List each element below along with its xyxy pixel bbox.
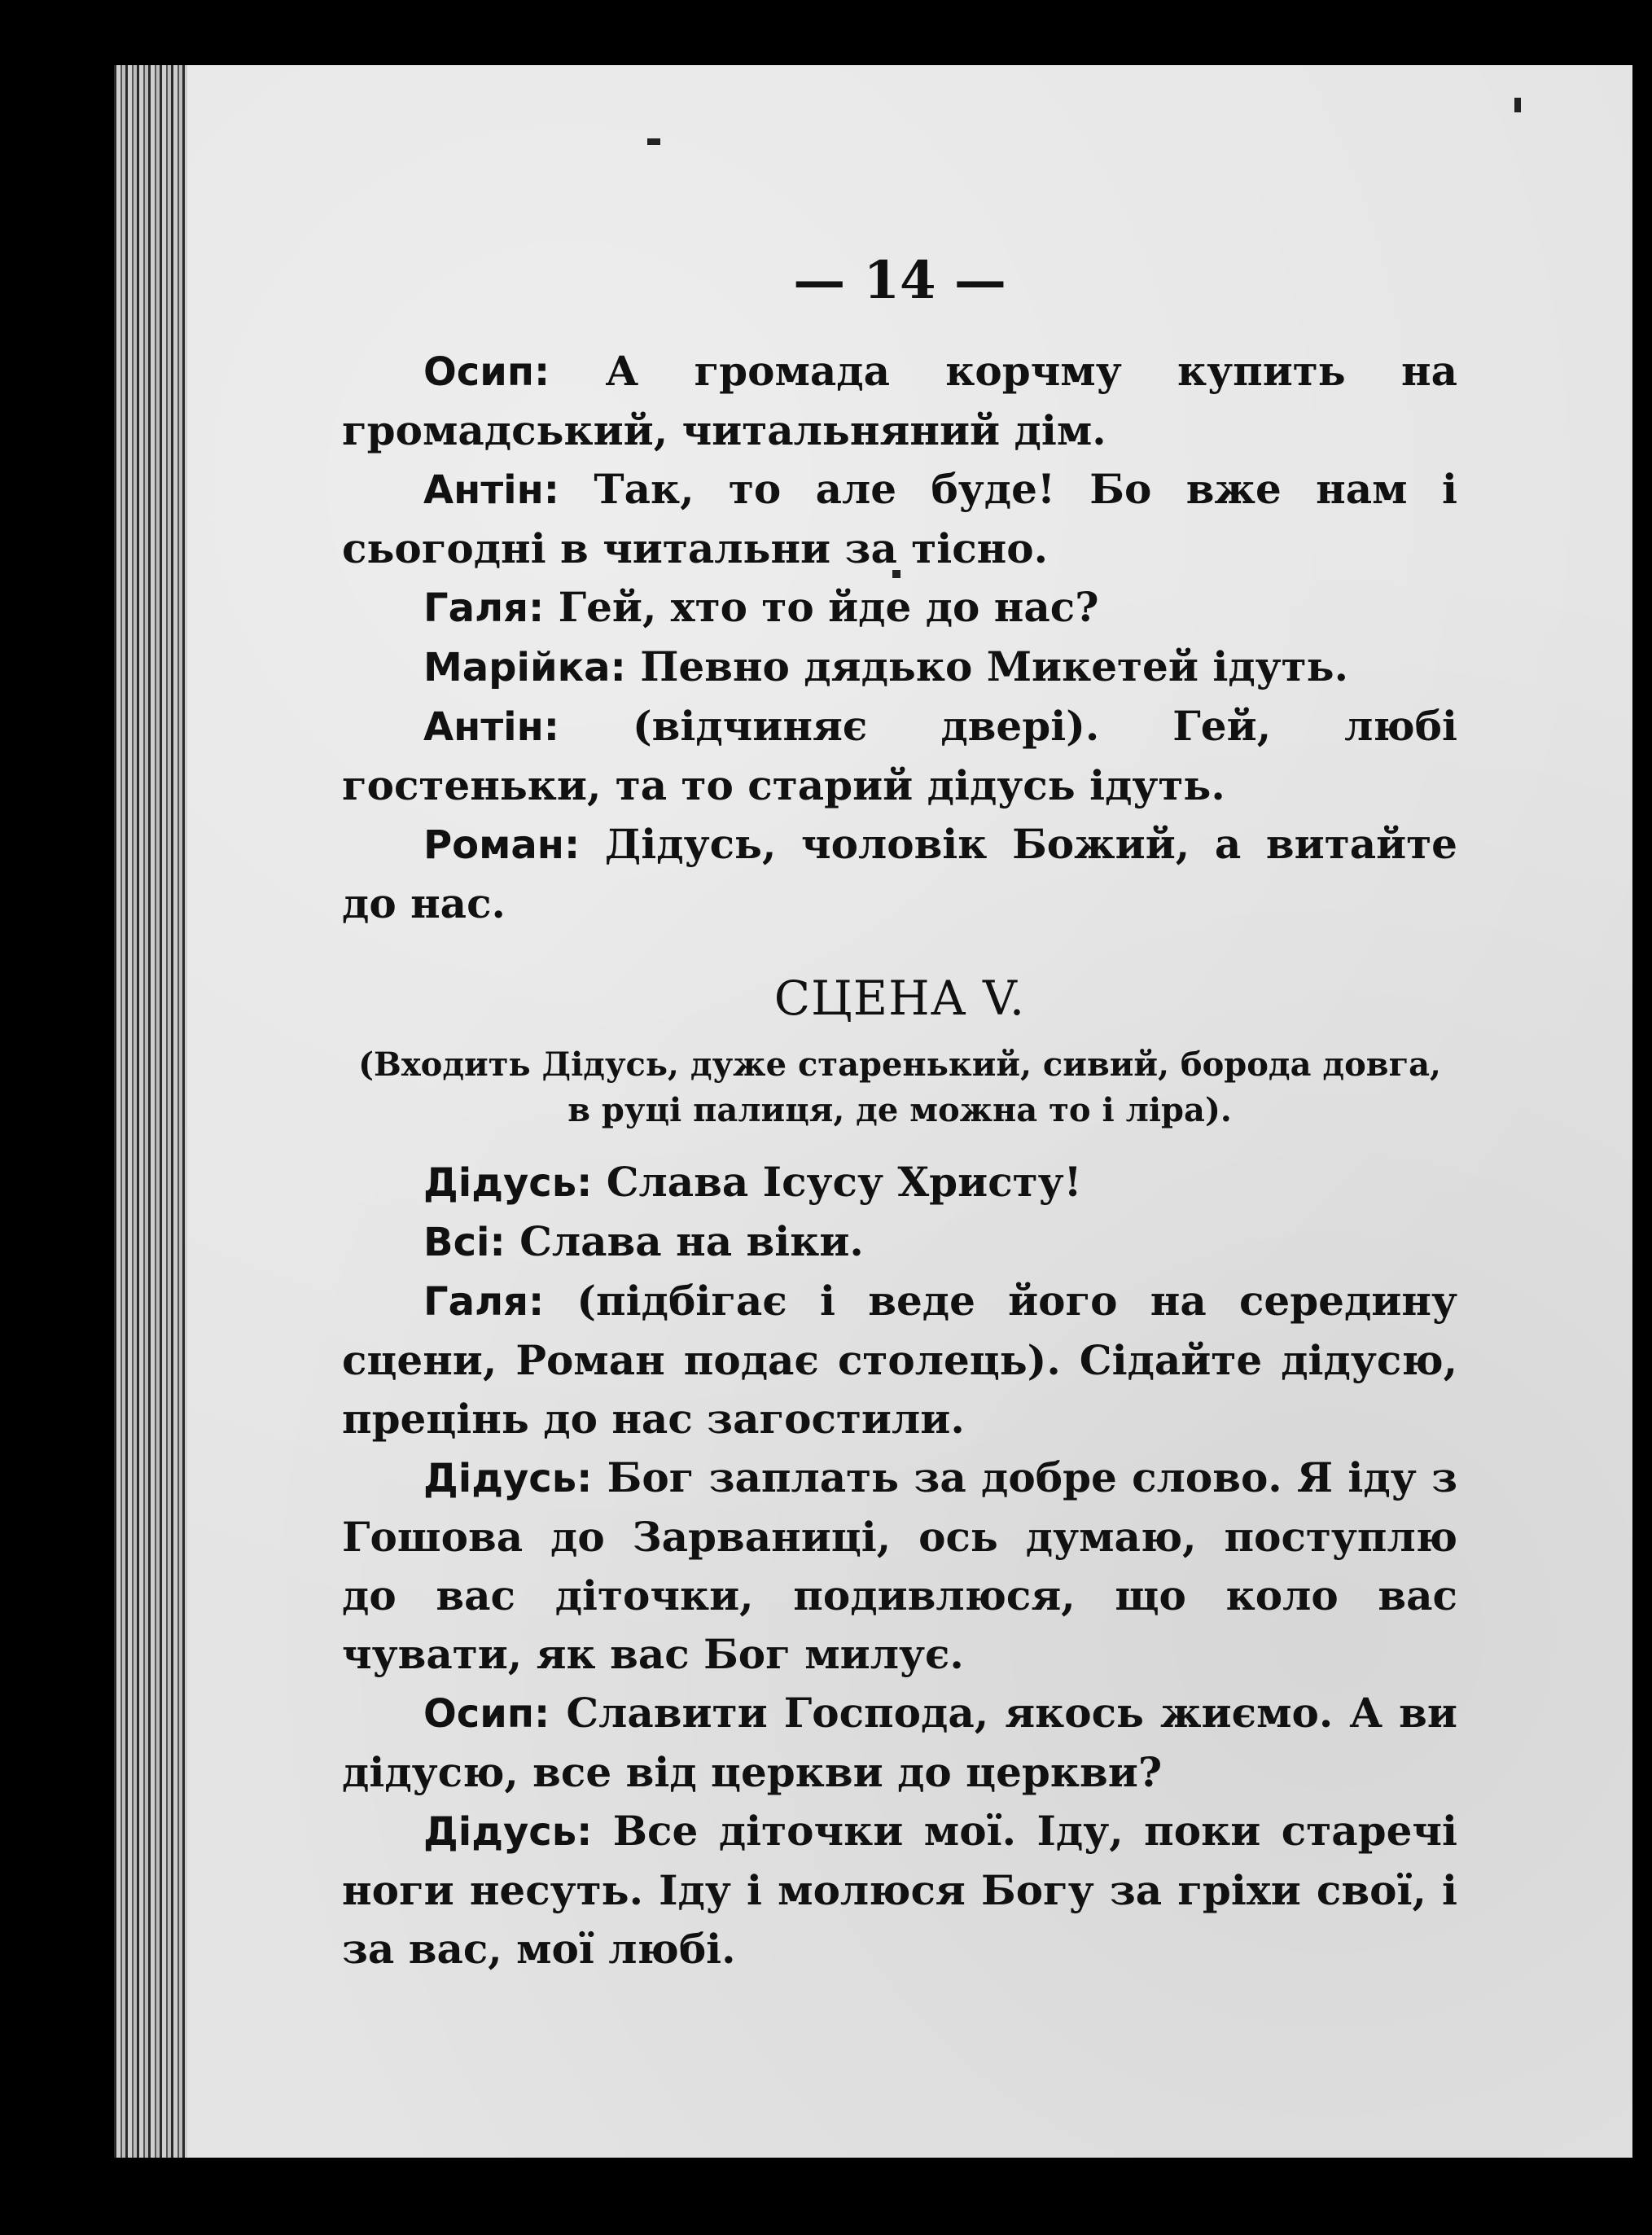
dialogue-line xyxy=(342,1684,1457,1802)
speaker-name: Галя: xyxy=(423,1279,545,1325)
page-number: — 14 — xyxy=(793,250,1006,311)
dialogue-text: Бог заплать за добре слово. Я іду з Гошова до Зарваниці, ось думаю, поступлю до вас діточки, подивлюся, що коло вас чувати, як вас Бог милує. xyxy=(342,1453,1457,1678)
dialogue-text: Славити Господа, якось жиємо. А ви дідусю, все від церкви до церкви? xyxy=(342,1689,1457,1796)
dialogue-text: (підбігає і веде його на середину сцени, Роман подає столець). Сідайте дідусю, прецінь до нас загостили. xyxy=(342,1277,1457,1443)
dialogue-text: А громада корчму купить на громадський, читальняний дім. xyxy=(342,347,1457,454)
dialogue-line xyxy=(342,697,1457,815)
speaker-name: Роман: xyxy=(423,822,581,868)
dialogue-text: Гей, хто то йде до нас? xyxy=(558,583,1099,631)
dialogue-line xyxy=(342,1802,1457,1979)
dialogue-line xyxy=(342,638,1457,697)
speaker-name: Антін: xyxy=(423,704,559,750)
speaker-name: Дідусь: xyxy=(423,1160,593,1206)
ink-speck xyxy=(1514,98,1521,112)
stage-direction: (Входить Дідусь, дуже старенький, сивий, борода довга, в руці палиця, де можна то і ліра). xyxy=(358,1045,1441,1129)
page-binding-edge xyxy=(114,65,187,2158)
dialogue-text: Так, то але буде! Бо вже нам і сьогодні в читальни за тісно. xyxy=(342,465,1457,572)
speaker-name: Марійка: xyxy=(423,645,626,690)
ink-speck xyxy=(647,138,660,145)
dialogue-text: Слава Ісусу Христу! xyxy=(606,1158,1082,1206)
speaker-name: Всі: xyxy=(423,1220,506,1265)
dialogue-line xyxy=(342,1212,1457,1272)
speaker-name: Дідусь: xyxy=(423,1456,593,1501)
speaker-name: Галя: xyxy=(423,585,545,631)
dialogue-line xyxy=(342,1272,1457,1448)
speaker-name: Антін: xyxy=(423,467,559,513)
speaker-name: Осип: xyxy=(423,1691,550,1737)
dialogue-text: Дідусь, чоловік Божий, а витайте до нас. xyxy=(342,820,1457,927)
dialogue-text: Певно дядько Микетей ідуть. xyxy=(640,642,1348,690)
dialogue-text: (відчиняє двері). Гей, любі гостеньки, та то старий дідусь ідуть. xyxy=(342,702,1457,809)
speaker-name: Дідусь: xyxy=(423,1809,593,1855)
dialogue-line xyxy=(342,1448,1457,1684)
dialogue-line xyxy=(342,578,1457,638)
scene-title: СЦЕНА V. xyxy=(773,971,1026,1026)
page-text xyxy=(342,236,1457,1979)
dialogue-line xyxy=(342,342,1457,460)
dialogue-text: Слава на віки. xyxy=(519,1217,864,1265)
dialogue-line xyxy=(342,1153,1457,1212)
dialogue-line xyxy=(342,815,1457,933)
dialogue-text: Все діточки мої. Іду, поки старечі ноги несуть. Іду і молюся Богу за гріхи свої, і за вас, мої любі. xyxy=(342,1807,1457,1973)
dialogue-line xyxy=(342,460,1457,578)
speaker-name: Осип: xyxy=(423,349,550,395)
